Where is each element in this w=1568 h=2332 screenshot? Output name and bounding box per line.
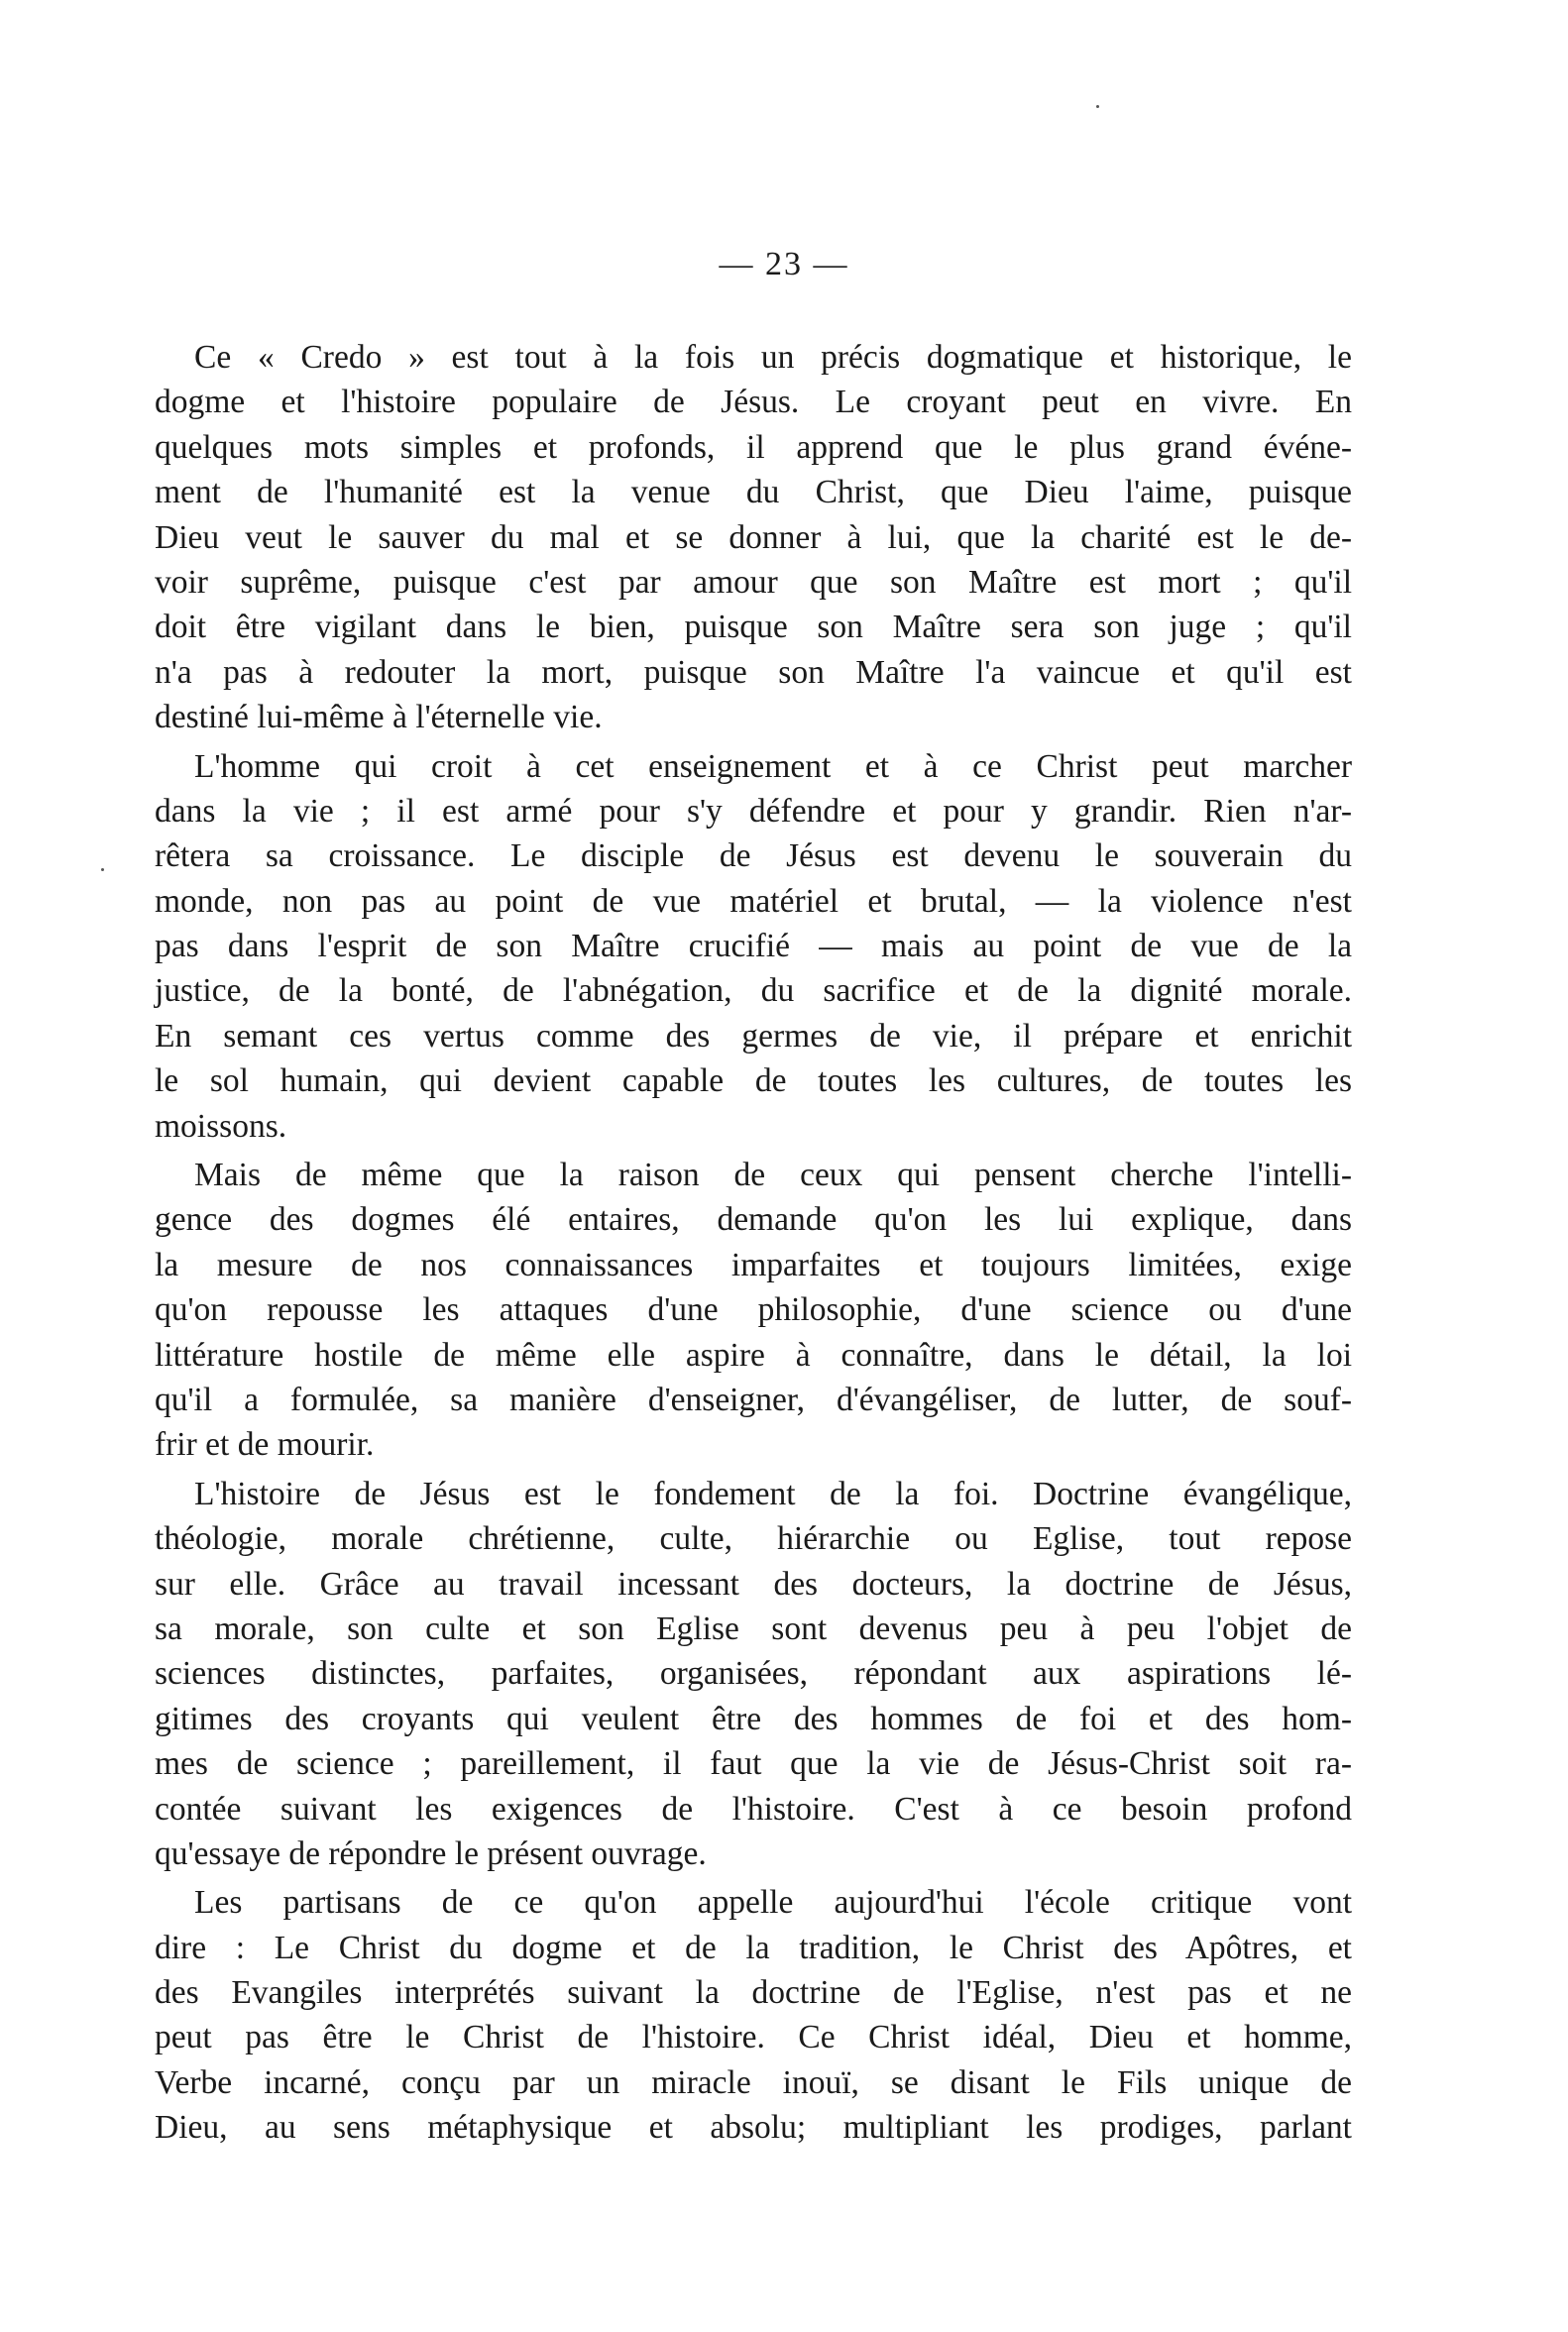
paragraph — [155, 1472, 1352, 1877]
text-line: justice, de la bonté, de l'abnégation, du sacrifice et de la dignité morale. — [155, 972, 1352, 1010]
text-line: L'homme qui croit à cet enseignement et à ce Christ peut marcher — [194, 747, 1352, 785]
text-line: Les partisans de ce qu'on appelle aujourd'hui l'école critique vont — [194, 1884, 1352, 1922]
page-number: — 23 — — [719, 246, 849, 282]
text-line: la mesure de nos connaissances imparfaites et toujours limitées, exige — [155, 1246, 1352, 1283]
paragraph — [155, 744, 1352, 1150]
text-line: gence des dogmes élé entaires, demande qu'on les lui explique, dans — [155, 1201, 1352, 1239]
text-line: qu'essaye de répondre le présent ouvrage. — [155, 1834, 707, 1872]
text-line: sciences distinctes, parfaites, organisées, répondant aux aspirations lé- — [155, 1655, 1352, 1693]
text-line: des Evangiles interprétés suivant la doctrine de l'Eglise, n'est pas et ne — [155, 1974, 1352, 2012]
text-line: pas dans l'esprit de son Maître crucifié — mais au point de vue de la — [155, 928, 1352, 965]
paragraph — [155, 1880, 1352, 2150]
text-line: mes de science ; pareillement, il faut que la vie de Jésus-Christ soit ra- — [155, 1745, 1352, 1783]
text-line: monde, non pas au point de vue matériel et brutal, — la violence n'est — [155, 882, 1352, 920]
scan-speck — [101, 868, 104, 871]
text-line: En semant ces vertus comme des germes de vie, il prépare et enrichit — [155, 1017, 1352, 1055]
text-line: Ce « Credo » est tout à la fois un précis dogmatique et historique, le — [194, 339, 1352, 376]
text-line: dogme et l'histoire populaire de Jésus. Le croyant peut en vivre. En — [155, 384, 1352, 421]
text-line: moissons. — [155, 1107, 287, 1145]
text-line: doit être vigilant dans le bien, puisque son Maître sera son juge ; qu'il — [155, 609, 1352, 646]
text-line: destiné lui-même à l'éternelle vie. — [155, 699, 603, 736]
text-line: voir suprême, puisque c'est par amour que son Maître est mort ; qu'il — [155, 563, 1352, 601]
text-line: littérature hostile de même elle aspire à connaître, dans le détail, la loi — [155, 1336, 1352, 1374]
text-line: Verbe incarné, conçu par un miracle inouï, se disant le Fils unique de — [155, 2063, 1352, 2101]
paragraph — [155, 1153, 1352, 1468]
text-line: dans la vie ; il est armé pour s'y défendre et pour y grandir. Rien n'ar- — [155, 792, 1352, 830]
text-line: n'a pas à redouter la mort, puisque son Maître l'a vaincue et qu'il est — [155, 653, 1352, 691]
text-line: peut pas être le Christ de l'histoire. Ce Christ idéal, Dieu et homme, — [155, 2019, 1352, 2056]
text-line: Dieu, au sens métaphysique et absolu; multipliant les prodiges, parlant — [155, 2109, 1352, 2147]
text-line: gitimes des croyants qui veulent être des hommes de foi et des hom- — [155, 1700, 1352, 1737]
text-line: Mais de même que la raison de ceux qui pensent cherche l'intelli- — [194, 1157, 1352, 1194]
text-line: sa morale, son culte et son Eglise sont devenus peu à peu l'objet de — [155, 1610, 1352, 1647]
text-line: ment de l'humanité est la venue du Christ, que Dieu l'aime, puisque — [155, 474, 1352, 511]
text-line: théologie, morale chrétienne, culte, hiérarchie ou Eglise, tout repose — [155, 1520, 1352, 1558]
text-line: quelques mots simples et profonds, il apprend que le plus grand événe- — [155, 428, 1352, 466]
text-line: qu'on repousse les attaques d'une philosophie, d'une science ou d'une — [155, 1291, 1352, 1329]
text-line: frir et de mourir. — [155, 1426, 375, 1464]
scan-speck — [1096, 105, 1099, 108]
text-line: rêtera sa croissance. Le disciple de Jésus est devenu le souverain du — [155, 837, 1352, 875]
text-line: dire : Le Christ du dogme et de la tradition, le Christ des Apôtres, et — [155, 1929, 1352, 1966]
text-line: le sol humain, qui devient capable de toutes les cultures, de toutes les — [155, 1062, 1352, 1100]
paragraph — [155, 335, 1352, 740]
text-line: L'histoire de Jésus est le fondement de la foi. Doctrine évangélique, — [194, 1475, 1352, 1512]
text-line: contée suivant les exigences de l'histoire. C'est à ce besoin profond — [155, 1790, 1352, 1828]
text-line: qu'il a formulée, sa manière d'enseigner, d'évangéliser, de lutter, de souf- — [155, 1381, 1352, 1418]
body-text — [155, 335, 1352, 2151]
text-line: sur elle. Grâce au travail incessant des docteurs, la doctrine de Jésus, — [155, 1565, 1352, 1603]
text-line: Dieu veut le sauver du mal et se donner à lui, que la charité est le de- — [155, 518, 1352, 556]
